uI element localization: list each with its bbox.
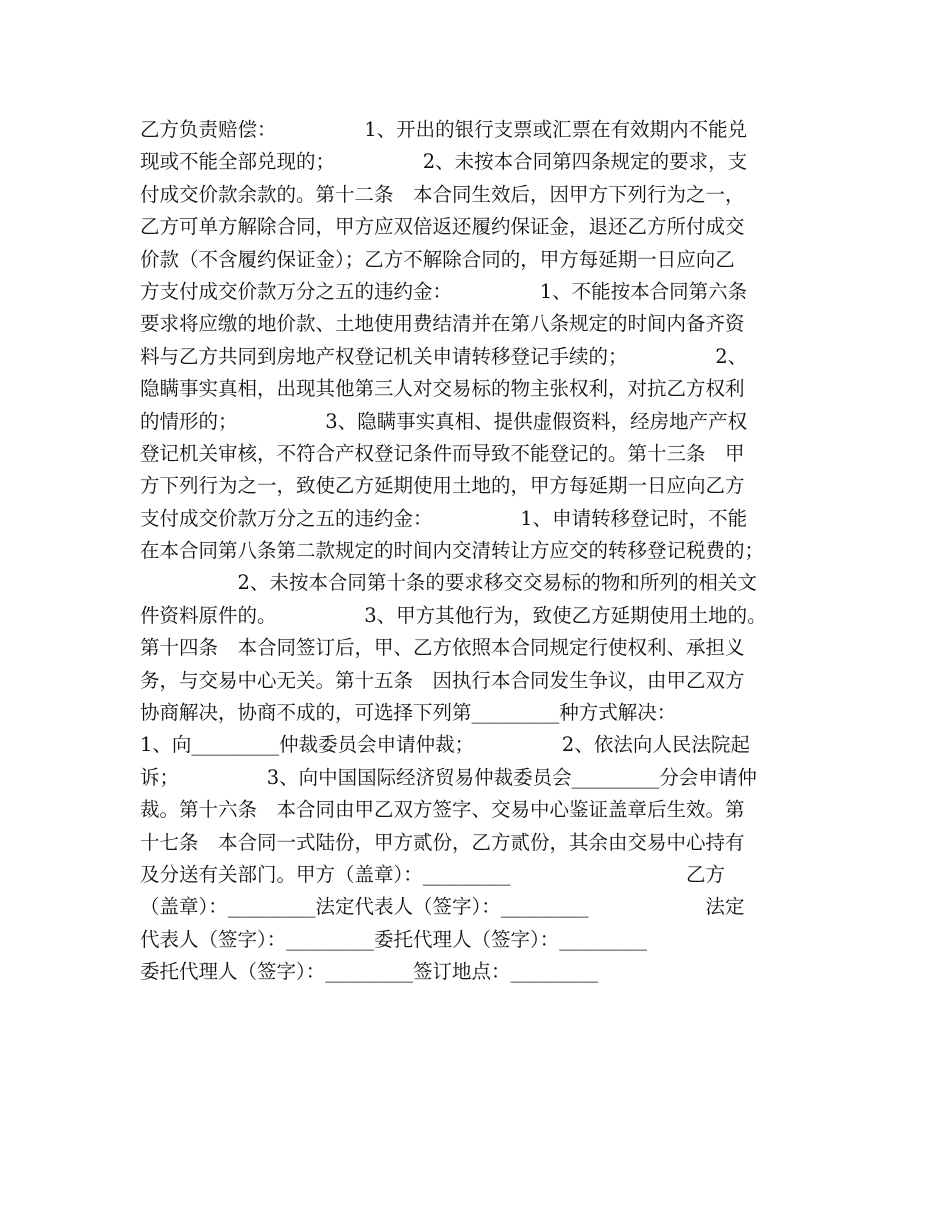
text-line: 协商解决，协商不成的，可选择下列第_________种方式解决： <box>140 701 677 725</box>
text-line: 乙方负责赔偿： 1、开出的银行支票或汇票在有效期内不能兑 <box>140 118 748 141</box>
contract-text <box>140 114 830 989</box>
text-line: 隐瞒事实真相，出现其他第三人对交易标的物主张权利，对抗乙方权利 <box>140 377 745 401</box>
text-line: 方支付成交价款万分之五的违约金： 1、不能按本合同第六条 <box>140 279 748 303</box>
text-line: 1、向_________仲裁委员会申请仲裁； 2、依法向人民法院起 <box>140 733 750 757</box>
text-line: 乙方可单方解除合同，甲方应双倍返还履约保证金，退还乙方所付成交 <box>140 215 745 239</box>
text-line: 登记机关审核，不符合产权登记条件而导致不能登记的。第十三条 甲 <box>140 441 745 465</box>
text-line: 诉； 3、向中国国际经济贸易仲裁委员会_________分会申请仲 <box>140 765 757 789</box>
text-line: 第十四条 本合同签订后，甲、乙方依照本合同规定行使权利、承担义 <box>140 636 745 660</box>
text-line: 裁。第十六条 本合同由甲乙双方签字、交易中心鉴证盖章后生效。第 <box>140 798 745 822</box>
text-line: 十七条 本合同一式陆份，甲方贰份，乙方贰份，其余由交易中心持有 <box>140 830 745 854</box>
text-line: 付成交价款余款的。第十二条 本合同生效后，因甲方下列行为之一， <box>140 182 745 206</box>
text-line: 支付成交价款万分之五的违约金： 1、申请转移登记时，不能 <box>140 506 748 530</box>
text-line: 务，与交易中心无关。第十五条 因执行本合同发生争议，由甲乙双方 <box>140 668 745 692</box>
text-line: 要求将应缴的地价款、土地使用费结清并在第八条规定的时间内备齐资 <box>140 312 745 336</box>
text-line: 方下列行为之一，致使乙方延期使用土地的，甲方每延期一日应向乙方 <box>140 474 745 498</box>
text-line: 价款（不含履约保证金）；乙方不解除合同的，甲方每延期一日应向乙 <box>140 247 735 271</box>
text-line: 件资料原件的。 3、甲方其他行为，致使乙方延期使用土地的。 <box>140 603 767 627</box>
text-line: 料与乙方共同到房地产权登记机关申请转移登记手续的； 2、 <box>140 344 748 368</box>
text-line: （盖章）：_________法定代表人（签字）：_________ 法定 <box>140 895 745 919</box>
text-line: 委托代理人（签字）：_________签订地点：_________ <box>140 960 599 984</box>
text-line: 现或不能全部兑现的； 2、未按本合同第四条规定的要求，支 <box>140 150 748 174</box>
text-line: 的情形的； 3、隐瞒事实真相、提供虚假资料，经房地产产权 <box>140 409 748 433</box>
text-line: 在本合同第八条第二款规定的时间内交清转让方应交的转移登记税费的； <box>140 539 765 563</box>
text-line: 2、未按本合同第十条的要求移交交易标的物和所列的相关文 <box>140 571 757 595</box>
text-line: 代表人（签字）：_________委托代理人（签字）：_________ <box>140 927 648 951</box>
text-line: 及分送有关部门。甲方（盖章）：_________ 乙方 <box>140 862 726 886</box>
